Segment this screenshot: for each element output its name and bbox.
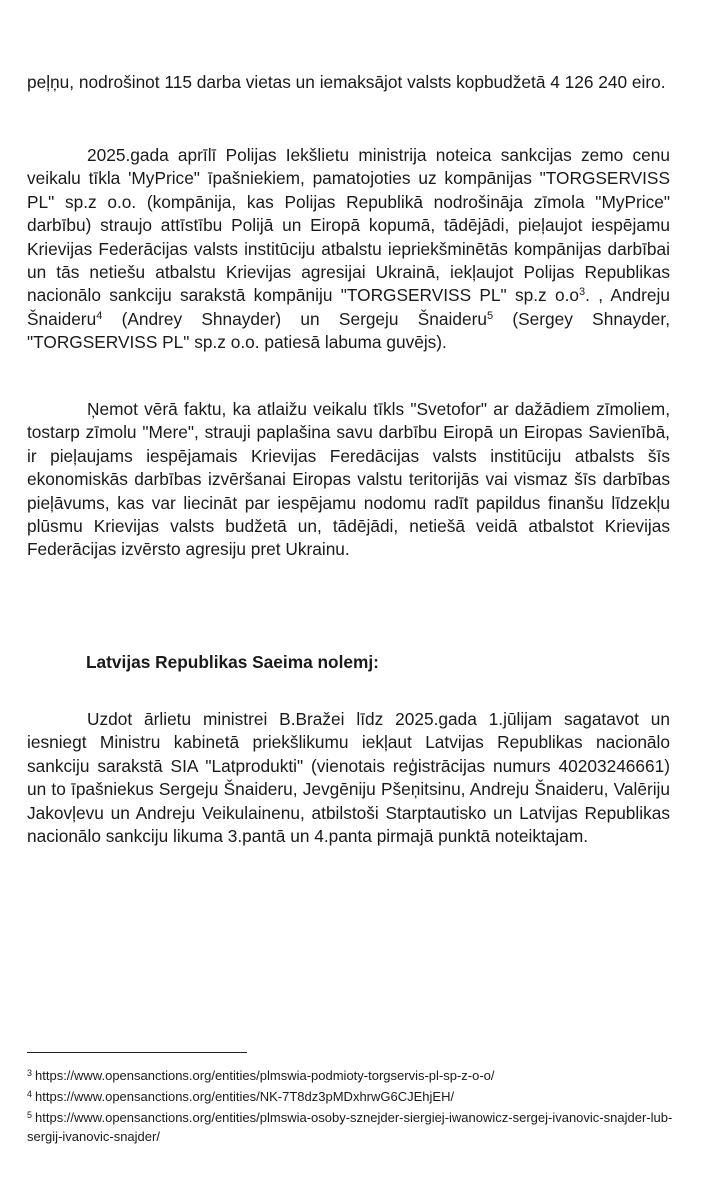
resolution-heading: Latvijas Republikas Saeima nolemj: bbox=[86, 652, 379, 672]
footnote-3 bbox=[27, 1064, 677, 1085]
paragraph-myprice-sanctions bbox=[27, 144, 670, 355]
paragraph-text: 2025.gada aprīlī Polijas Iekšlietu ministrija noteica sankcijas zemo cenu veikalu tīkla 'MyPrice" īpašniekiem, pamatojoties uz kompānijas "TORGSERVISS PL" sp.z o.o. (kompānija, kas Polijas Republikā nodrošināja zīmola "MyPrice" darbību) straujo attīstību Polijā un Eiropā kopumā, tādējādi, pieļaujot iespējamu Krievijas Federācijas valsts institūciju atbalstu iepriekšminētās kompānijas darbībai un tās netiešu atbalstu Krievijas agresijai Ukrainā, iekļaujot Polijas Republikas nacionālo sankciju sarakstā kompāniju "TORGSERVISS PL" sp.z o.o bbox=[27, 145, 670, 306]
footnote-4 bbox=[27, 1085, 677, 1106]
paragraph-text: . , Andreju Šnaideru bbox=[27, 285, 670, 329]
footnote-divider bbox=[27, 1052, 247, 1053]
paragraph-text: (Andrey Shnayder) un Sergeju Šnaideru bbox=[102, 308, 487, 329]
footnote-mark: 3 bbox=[27, 1068, 33, 1078]
footnote-link[interactable]: https://www.opensanctions.org/entities/NK-7T8dz3pMDxhrwG6CJEhjEH/ bbox=[35, 1089, 455, 1104]
footnote-ref-4[interactable]: 4 bbox=[96, 309, 103, 322]
paragraph-continuation: peļņu, nodrošinot 115 darba vietas un iemaksājot valsts kopbudžetā 4 126 240 eiro. bbox=[27, 72, 666, 92]
paragraph-text: (Sergey Shnayder, "TORGSERVISS PL" sp.z o.o. patiesā labuma guvējs). bbox=[27, 308, 671, 353]
footnote-ref-5[interactable]: 5 bbox=[486, 309, 494, 322]
footnote-link[interactable]: https://www.opensanctions.org/entities/plmswia-osoby-sznejder-siergiej-iwanowicz-sergej-ivanovic-snajder-lub-sergij-ivanovic-snajder/ bbox=[27, 1110, 673, 1144]
footnote-mark: 4 bbox=[27, 1089, 33, 1099]
paragraph-resolution: Uzdot ārlietu ministrei B.Bražei līdz 2025.gada 1.jūlijam sagatavot un iesniegt Ministru kabinetā priekšlikumu iekļaut Latvijas Republikas nacionālo sankciju sarakstā SIA "Latprodukti" (vienotais reģistrācijas numurs 40203246661) un to īpašniekus Sergeju Šnaideru, Jevgēniju Pšeņitsinu, Andreju Šnaideru, Valēriju Jakovļevu un Andreju Veikulainenu, atbilstoši Starptautisko un Latvijas Republikas nacionālo sankciju likuma 3.pantā un 4.panta pirmajā punktā noteiktajam. bbox=[27, 709, 670, 847]
footnote-link[interactable]: https://www.opensanctions.org/entities/plmswia-podmioty-torgservis-pl-sp-z-o-o/ bbox=[35, 1068, 495, 1083]
footnote-ref-3[interactable]: 3 bbox=[579, 286, 586, 299]
footnote-mark: 5 bbox=[27, 1110, 33, 1120]
footnote-5 bbox=[27, 1106, 677, 1146]
footnotes bbox=[27, 1064, 677, 1146]
paragraph-svetofor: Ņemot vērā faktu, ka atlaižu veikalu tīkls "Svetofor" ar dažādiem zīmoliem, tostarp zīmolu "Mere", strauji paplašina savu darbību Eiropā un Eiropas Savienībā, ir pieļaujams iespējamais Krievijas Feredācijas valsts institūciju atbalsts šīs ekonomiskās darbības izvēršanai Eiropas valstu teritorijās vai vismaz šīs darbības pieļāvums, kas var liecināt par iespējamu nodomu radīt papildus finanšu līdzekļu plūsmu Krievijas valsts budžetā un, tādējādi, netiešā veidā atbalstot Krievijas Federācijas izvērsto agresiju pret Ukrainu. bbox=[27, 399, 670, 560]
